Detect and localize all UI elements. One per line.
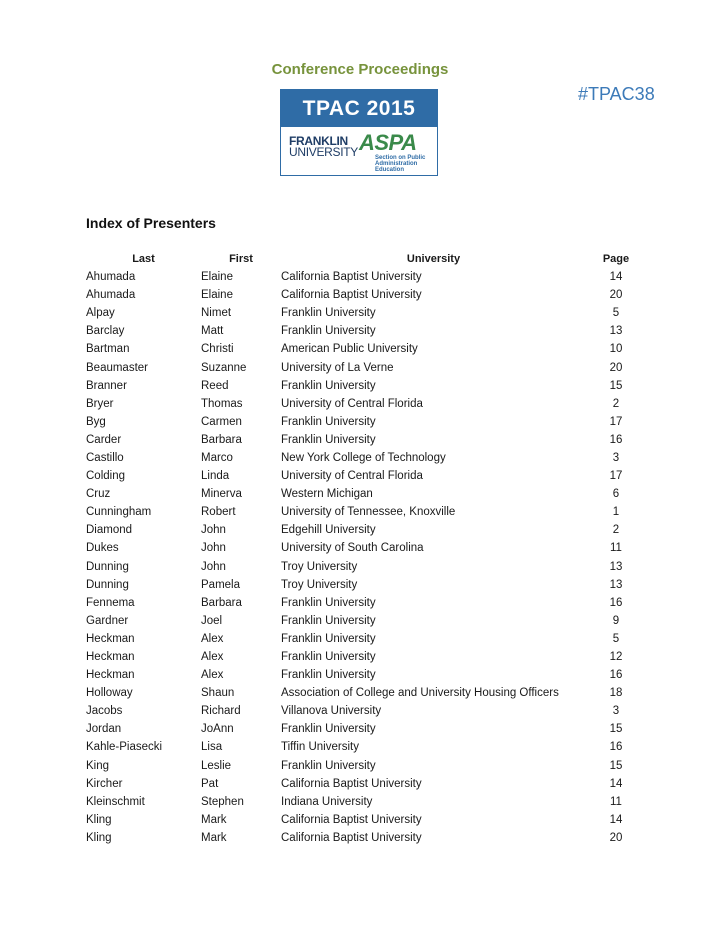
cell-university: Franklin University (281, 379, 376, 392)
cell-last: Dunning (86, 578, 129, 591)
cell-university: Franklin University (281, 325, 376, 338)
cell-page: 2 (612, 397, 620, 410)
cell-last: Bartman (86, 343, 130, 356)
cell-page: 15 (609, 759, 623, 772)
cell-first: Alex (201, 669, 224, 682)
table-row (86, 358, 646, 376)
table-row (86, 558, 646, 576)
cell-first: Carmen (201, 415, 242, 428)
cell-last: Kahle-Piasecki (86, 741, 163, 754)
cell-last: Kling (86, 831, 112, 844)
cell-page: 12 (609, 651, 623, 664)
cell-university: Franklin University (281, 723, 376, 736)
cell-page: 11 (610, 542, 622, 555)
column-header-page: Page (602, 252, 630, 265)
cell-university: Western Michigan (281, 488, 373, 501)
cell-university: Franklin University (281, 433, 376, 446)
table-row (86, 539, 646, 557)
cell-first: Matt (201, 325, 224, 338)
table-row (86, 738, 646, 756)
cell-last: Diamond (86, 524, 133, 537)
cell-page: 3 (612, 705, 620, 718)
table-row (86, 630, 646, 648)
cell-first: Alex (201, 632, 224, 645)
table-row (86, 340, 646, 358)
cell-university: California Baptist University (281, 271, 422, 284)
cell-page: 5 (612, 632, 620, 645)
cell-first: Barbara (201, 596, 242, 609)
cell-university: University of Central Florida (281, 470, 423, 483)
cell-last: Holloway (86, 687, 133, 700)
table-row (86, 395, 646, 413)
table-row (86, 521, 646, 539)
cell-first: Nimet (201, 307, 232, 320)
column-header-last: Last (132, 252, 155, 265)
aspa-subtitle (375, 155, 437, 173)
franklin-line2: UNIVERSITY (289, 145, 359, 159)
cell-university: Franklin University (281, 651, 376, 664)
franklin-line1: FRANKLIN (289, 134, 348, 148)
cell-university: Villanova University (281, 705, 382, 718)
table-row (86, 268, 646, 286)
cell-university: Franklin University (281, 307, 376, 320)
cell-page: 20 (609, 361, 623, 374)
cell-university: Franklin University (281, 415, 376, 428)
cell-first: Minerva (201, 488, 242, 501)
cell-page: 16 (609, 741, 623, 754)
cell-last: Heckman (86, 632, 135, 645)
table-row (86, 612, 646, 630)
table-row (86, 286, 646, 304)
cell-page: 6 (612, 488, 620, 501)
table-row (86, 594, 646, 612)
cell-last: Byg (86, 415, 106, 428)
cell-university: University of South Carolina (281, 542, 424, 555)
cell-last: Cunningham (86, 506, 152, 519)
cell-last: Gardner (86, 614, 129, 627)
cell-first: Leslie (201, 759, 232, 772)
cell-university: University of Central Florida (281, 397, 423, 410)
cell-university: Franklin University (281, 632, 376, 645)
cell-last: Fennema (86, 596, 135, 609)
cell-university: Troy University (281, 560, 358, 573)
cell-last: Kling (86, 813, 112, 826)
table-row (86, 485, 646, 503)
cell-university: Franklin University (281, 614, 376, 627)
franklin-university-logo (289, 136, 358, 158)
cell-university: Franklin University (281, 759, 376, 772)
cell-last: Kleinschmit (86, 795, 145, 808)
table-row (86, 304, 646, 322)
tpac-logo (280, 89, 438, 176)
table-row (86, 449, 646, 467)
table-row (86, 666, 646, 684)
cell-university: New York College of Technology (281, 451, 446, 464)
cell-page: 13 (609, 578, 623, 591)
cell-page: 20 (609, 831, 623, 844)
cell-page: 15 (609, 723, 623, 736)
table-row (86, 702, 646, 720)
section-heading: Index of Presenters (86, 215, 216, 231)
cell-last: Heckman (86, 651, 135, 664)
table-header-row (86, 249, 646, 268)
cell-page: 16 (609, 433, 623, 446)
cell-page: 14 (609, 777, 623, 790)
cell-university: California Baptist University (281, 813, 422, 826)
cell-page: 18 (609, 687, 623, 700)
cell-page: 17 (609, 470, 623, 483)
cell-last: Ahumada (86, 289, 136, 302)
cell-last: Cruz (86, 488, 111, 501)
cell-last: Jordan (86, 723, 122, 736)
cell-first: John (201, 560, 226, 573)
cell-first: Alex (201, 651, 224, 664)
table-row (86, 757, 646, 775)
cell-first: Joel (201, 614, 223, 627)
cell-page: 1 (612, 506, 620, 519)
cell-page: 2 (612, 524, 620, 537)
cell-university: Association of College and University Housing Officers (281, 687, 559, 700)
aspa-logo: ASPA (359, 130, 417, 155)
cell-last: Carder (86, 433, 122, 446)
cell-page: 15 (609, 379, 623, 392)
cell-university: University of La Verne (281, 361, 394, 374)
cell-university: California Baptist University (281, 777, 422, 790)
cell-last: Kircher (86, 777, 123, 790)
cell-last: Bryer (86, 397, 114, 410)
cell-first: Thomas (201, 397, 243, 410)
logo-band: TPAC 2015 (281, 90, 437, 127)
cell-first: Elaine (201, 289, 233, 302)
cell-university: California Baptist University (281, 289, 422, 302)
cell-page: 14 (609, 271, 623, 284)
table-row (86, 775, 646, 793)
cell-university: California Baptist University (281, 831, 422, 844)
table-row (86, 720, 646, 738)
cell-university: Tiffin University (281, 741, 359, 754)
cell-first: Reed (201, 379, 229, 392)
cell-last: Jacobs (86, 705, 123, 718)
presenters-table (86, 249, 646, 847)
cell-first: Mark (201, 813, 227, 826)
table-row (86, 431, 646, 449)
cell-first: Barbara (201, 433, 242, 446)
cell-page: 14 (609, 813, 623, 826)
cell-first: Mark (201, 831, 227, 844)
cell-page: 13 (609, 325, 623, 338)
cell-page: 3 (612, 451, 620, 464)
cell-last: Branner (86, 379, 127, 392)
cell-last: Alpay (86, 307, 115, 320)
cell-first: Robert (201, 506, 236, 519)
cell-page: 11 (610, 795, 622, 808)
table-row (86, 377, 646, 395)
cell-last: Dunning (86, 560, 129, 573)
cell-last: Barclay (86, 325, 125, 338)
table-row (86, 648, 646, 666)
table-row (86, 467, 646, 485)
cell-first: Marco (201, 451, 233, 464)
table-row (86, 684, 646, 702)
cell-page: 9 (612, 614, 620, 627)
cell-first: Christi (201, 343, 234, 356)
cell-last: Beaumaster (86, 361, 149, 374)
cell-first: Richard (201, 705, 241, 718)
cell-last: Heckman (86, 669, 135, 682)
cell-page: 13 (609, 560, 623, 573)
cell-page: 16 (609, 596, 623, 609)
cell-page: 5 (612, 307, 620, 320)
cell-first: Suzanne (201, 361, 247, 374)
table-row (86, 793, 646, 811)
cell-university: Edgehill University (281, 524, 376, 537)
cell-last: Colding (86, 470, 125, 483)
cell-last: Castillo (86, 451, 124, 464)
table-row (86, 413, 646, 431)
table-row (86, 576, 646, 594)
cell-first: Lisa (201, 741, 223, 754)
cell-first: Linda (201, 470, 230, 483)
cell-first: John (201, 542, 226, 555)
cell-last: Ahumada (86, 271, 136, 284)
cell-university: Franklin University (281, 596, 376, 609)
cell-last: Dukes (86, 542, 119, 555)
aspa-subtitle-line1: Section on Public (375, 155, 426, 161)
hashtag: #TPAC38 (578, 84, 655, 104)
cell-first: Stephen (201, 795, 244, 808)
table-row (86, 829, 646, 847)
table-row (86, 811, 646, 829)
cell-page: 10 (609, 343, 623, 356)
aspa-subtitle-line2: Administration Education (375, 161, 418, 173)
document-title: Conference Proceedings (271, 61, 449, 78)
cell-first: JoAnn (201, 723, 234, 736)
cell-page: 20 (609, 289, 623, 302)
cell-last: King (86, 759, 110, 772)
cell-first: Elaine (201, 271, 233, 284)
cell-university: Troy University (281, 578, 358, 591)
table-row (86, 503, 646, 521)
cell-page: 16 (609, 669, 623, 682)
cell-university: Franklin University (281, 669, 376, 682)
column-header-university: University (406, 252, 461, 265)
cell-university: American Public University (281, 343, 418, 356)
column-header-first: First (229, 252, 253, 265)
cell-page: 17 (609, 415, 623, 428)
table-row (86, 322, 646, 340)
table-body (86, 268, 646, 847)
cell-university: University of Tennessee, Knoxville (281, 506, 456, 519)
cell-university: Indiana University (281, 795, 373, 808)
cell-first: Pamela (201, 578, 240, 591)
cell-first: Shaun (201, 687, 235, 700)
cell-first: Pat (201, 777, 219, 790)
cell-first: John (201, 524, 226, 537)
